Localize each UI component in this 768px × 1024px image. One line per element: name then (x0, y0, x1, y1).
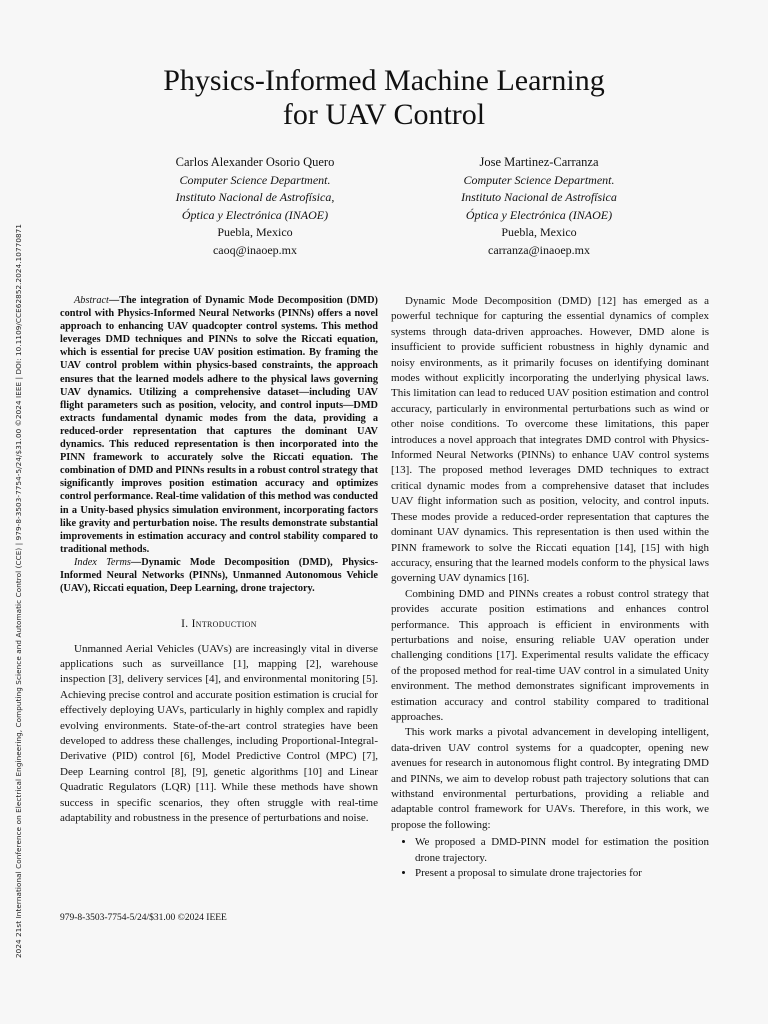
abstract-label: Abstract (74, 295, 109, 306)
abstract-text: —The integration of Dynamic Mode Decomposition (DMD) control with Physics-Informed Neural Networks (PINNs) offers a novel approach to enhancing UAV quadcopter control systems. This method leverages DMD techniques and PINNs to solve the Riccati equation, which is essential for precise UAV position estimation. By framing the UAV control problem within physics-based constraints, the approach ensures that the learned models adhere to the physical laws governing UAV dynamics. Utilizing a comprehensive dataset—including UAV flight parameters such as position, velocity, and control inputs—DMD extracts fundamental dynamic modes from the data, providing a reduced-order representation that captures the dominant UAV dynamics. This reduced representation is then incorporated into the PINN framework to accurately solve the Riccati equation. The combination of DMD and PINNs results in a robust control strategy that significantly improves position estimation accuracy and optimizes control performance. Real-time validation of this method was conducted in a Unity-based physics simulation environment, incorporating factors like gravity and perturbation noise. The results demonstrate substantial improvements in estimation accuracy and control stability compared to traditional methods. (60, 295, 378, 555)
index-terms (60, 556, 378, 595)
author-institution: Instituto Nacional de Astrofísica (461, 190, 617, 204)
index-terms-text: —Dynamic Mode Decomposition (DMD), Physics-Informed Neural Networks (PINNs), Unmanned Autonomous Vehicle (UAV), Riccati equation, Deep Learning, drone trajectory. (60, 556, 379, 595)
left-column (60, 294, 378, 826)
index-terms-label: Index Terms (74, 556, 131, 568)
right-column (391, 294, 709, 881)
intro-paragraph: Unmanned Aerial Vehicles (UAVs) are increasingly vital in diverse applications such as surveillance [1], mapping [2], warehouse inspection [3], delivery services [4], and environmental monitoring [5]. Achieving precise control and accurate position estimation is crucial for effectively deploying UAVs, particularly in highly complex and rapidly evolving environments. State-of-the-art control strategies have been developed to address these challenges, including Proportional-Integral-Derivative (PID) control [6], Model Predictive Control (MPC) [7], Deep Learning control [8], [9], genetic algorithms [10] and Linear Quadratic Regulators (LQR) [11]. While these methods have shown success in specific scenarios, they often struggle with real-time adaptability and robustness in the presence of perturbations and noise. (60, 642, 378, 825)
paper-title (60, 64, 708, 132)
author-block-1 (105, 154, 405, 259)
body-paragraph: This work marks a pivotal advancement in developing intelligent, data-driven UAV control systems for a quadcopter, opening new avenues for research in autonomous flight control. By integrating DMD and PINNs, we aim to develop robust path trajectory solutions that can withstand environmental perturbations, providing a reliable and adaptable control framework for UAVs. Therefore, in this work, we propose the following: (391, 726, 709, 831)
title-line-1: Physics-Informed Machine Learning (163, 64, 605, 97)
author-name: Jose Martinez-Carranza (479, 155, 599, 169)
author-block-2 (389, 154, 689, 259)
author-city: Puebla, Mexico (501, 225, 577, 239)
author-email: carranza@inaoep.mx (488, 242, 590, 257)
section-heading: I. Introduction (181, 618, 257, 631)
list-item: • Present a proposal to simulate drone trajectories for (415, 866, 709, 881)
title-line-2: for UAV Control (282, 98, 486, 131)
conference-doi-sidebar: 2024 21st International Conference on Electrical Engineering, Computing Science and Automatic Control (CCE) | 979-8-3503-7754-5/24/$31.00 ©2024 IEEE | DOI: 10.1109/CCE62852.2024.10770871 (14, 223, 23, 958)
author-institution-2: Óptica y Electrónica (INAOE) (465, 207, 613, 222)
author-dept: Computer Science Department. (179, 172, 331, 187)
author-name: Carlos Alexander Osorio Quero (175, 155, 335, 169)
copyright-footer: 979-8-3503-7754-5/24/$31.00 ©2024 IEEE (60, 913, 227, 923)
list-item: • We proposed a DMD-PINN model for estimation the position drone trajectory. (415, 835, 709, 866)
abstract (60, 294, 378, 556)
contribution-list (391, 835, 709, 881)
author-institution: Instituto Nacional de Astrofísica, (175, 190, 335, 204)
author-dept: Computer Science Department. (463, 172, 615, 187)
author-city: Puebla, Mexico (217, 225, 293, 239)
side-margin (0, 118, 30, 958)
body-paragraph: Combining DMD and PINNs creates a robust control strategy that provides accurate position estimations and enhances control performance. This approach is efficient in environments with perturbations and noise, ensuring reliable UAV operation under challenging conditions [17]. Experimental results validate the efficacy of the proposed method for real-time UAV control in a simulated Unity environment. The method demonstrates significant improvements in estimation accuracy and control stability compared to traditional approaches. (391, 587, 709, 723)
body-paragraph: Dynamic Mode Decomposition (DMD) [12] has emerged as a powerful technique for capturing the essential dynamics of complex systems through data-driven approaches. However, DMD alone is insufficient to provide sufficient robustness in highly dynamic and noisy environments, as it primarily focuses on identifying dominant modes without explicitly incorporating the underlying physical laws. This limitation can lead to reduced UAV position estimation and control accuracy, particularly in environmental perturbations such as wind or other noise conditions. To overcome these limitations, this paper introduces a novel approach that integrates DMD control with Physics-Informed Neural Networks (PINNs) to enhance UAV control systems [13]. The proposed method leverages DMD techniques to extract critical dynamic modes from a comprehensive dataset that includes UAV flight information such as position, velocity, and control inputs. These modes provide a reduced-order representation that captures the dominant UAV dynamics. This representation is then used within the PINN framework to solve the Riccati equation [14], [15] with high accuracy, ensuring that the learned models conform to the physical laws governing UAV dynamics [16]. (391, 295, 709, 585)
author-email: caoq@inaoep.mx (212, 242, 298, 257)
author-institution-2: Óptica y Electrónica (INAOE) (181, 207, 329, 222)
